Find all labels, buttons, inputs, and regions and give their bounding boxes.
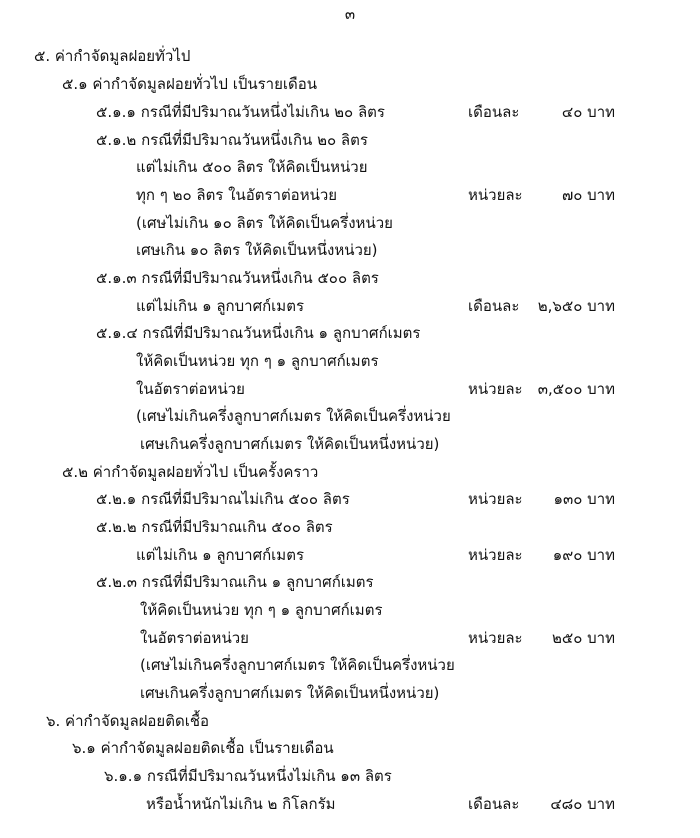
subsection-heading-5-1: ๕.๑ ค่ากำจัดมูลฝอยทั่วไป เป็นรายเดือน — [62, 75, 318, 93]
rate-unit: เดือนละ — [468, 297, 520, 315]
subsection-heading-5-2: ๕.๒ ค่ากำจัดมูลฝอยทั่วไป เป็นครั้งคราว — [62, 463, 319, 481]
item-text: หรือน้ำหนักไม่เกิน ๒ กิโลกรัม — [146, 795, 336, 813]
item-text: ๕.๑.๑ กรณีที่มีปริมาณวันหนึ่งไม่เกิน ๒๐ ลิตร — [96, 103, 385, 121]
rate-price: ๑๙๐ บาท — [552, 546, 615, 564]
item-text: ๕.๑.๔ กรณีที่มีปริมาณวันหนึ่งเกิน ๑ ลูกบาศก์เมตร — [96, 324, 421, 342]
rate-unit: หน่วยละ — [468, 546, 523, 564]
item-note: (เศษไม่เกิน ๑๐ ลิตร ให้คิดเป็นครึ่งหน่วย — [136, 214, 393, 232]
rate-unit: หน่วยละ — [468, 380, 523, 398]
subsection-heading-6-1: ๖.๑ ค่ากำจัดมูลฝอยติดเชื้อ เป็นรายเดือน — [72, 739, 334, 757]
item-note: เศษเกิน ๑๐ ลิตร ให้คิดเป็นหนึ่งหน่วย) — [136, 241, 378, 259]
item-note: (เศษไม่เกินครึ่งลูกบาศก์เมตร ให้คิดเป็นครึ่งหน่วย — [140, 656, 455, 674]
item-text: ๕.๒.๓ กรณีที่มีปริมาณเกิน ๑ ลูกบาศก์เมตร — [96, 573, 374, 591]
rate-price: ๓,๕๐๐ บาท — [537, 380, 615, 398]
rate-unit: หน่วยละ — [468, 629, 523, 647]
item-text: ให้คิดเป็นหน่วย ทุก ๆ ๑ ลูกบาศก์เมตร — [140, 601, 383, 619]
item-note: เศษเกินครึ่งลูกบาศก์เมตร ให้คิดเป็นหนึ่งหน่วย) — [140, 435, 440, 453]
item-text: ๕.๒.๑ กรณีที่มีปริมาณไม่เกิน ๕๐๐ ลิตร — [96, 490, 350, 508]
item-text: แต่ไม่เกิน ๑ ลูกบาศก์เมตร — [136, 546, 304, 564]
rate-price: ๑๓๐ บาท — [553, 490, 615, 508]
rate-unit: หน่วยละ — [468, 490, 523, 508]
item-note: เศษเกินครึ่งลูกบาศก์เมตร ให้คิดเป็นหนึ่งหน่วย) — [140, 684, 440, 702]
rate-price: ๒,๖๕๐ บาท — [537, 297, 615, 315]
item-note: (เศษไม่เกินครึ่งลูกบาศก์เมตร ให้คิดเป็นครึ่งหน่วย — [136, 407, 451, 425]
item-text: ๕.๑.๓ กรณีที่มีปริมาณวันหนึ่งเกิน ๕๐๐ ลิตร — [96, 269, 379, 287]
item-text: แต่ไม่เกิน ๑ ลูกบาศก์เมตร — [136, 297, 304, 315]
item-text: ๕.๒.๒ กรณีที่มีปริมาณเกิน ๕๐๐ ลิตร — [96, 518, 333, 536]
item-text: แต่ไม่เกิน ๕๐๐ ลิตร ให้คิดเป็นหน่วย — [136, 158, 368, 176]
item-text: ให้คิดเป็นหน่วย ทุก ๆ ๑ ลูกบาศก์เมตร — [136, 352, 379, 370]
rate-price: ๔๐ บาท — [561, 103, 615, 121]
rate-unit: เดือนละ — [468, 103, 520, 121]
item-text: ในอัตราต่อหน่วย — [140, 629, 249, 647]
rate-price: ๒๕๐ บาท — [552, 629, 615, 647]
section-heading-6: ๖. ค่ากำจัดมูลฝอยติดเชื้อ — [46, 712, 210, 730]
item-text: ๖.๑.๑ กรณีที่มีปริมาณวันหนึ่งไม่เกิน ๑๓ ลิตร — [104, 767, 392, 785]
rate-price: ๗๐ บาท — [561, 186, 615, 204]
rate-unit: หน่วยละ — [468, 186, 523, 204]
rate-price: ๔๘๐ บาท — [550, 795, 615, 813]
section-heading-5: ๕. ค่ากำจัดมูลฝอยทั่วไป — [34, 47, 191, 65]
item-text: ในอัตราต่อหน่วย — [136, 380, 245, 398]
rate-unit: เดือนละ — [468, 795, 520, 813]
item-text: ทุก ๆ ๒๐ ลิตร ในอัตราต่อหน่วย — [136, 186, 338, 204]
item-text: ๕.๑.๒ กรณีที่มีปริมาณวันหนึ่งเกิน ๒๐ ลิตร — [96, 131, 368, 149]
page-number: ๓ — [344, 5, 356, 23]
